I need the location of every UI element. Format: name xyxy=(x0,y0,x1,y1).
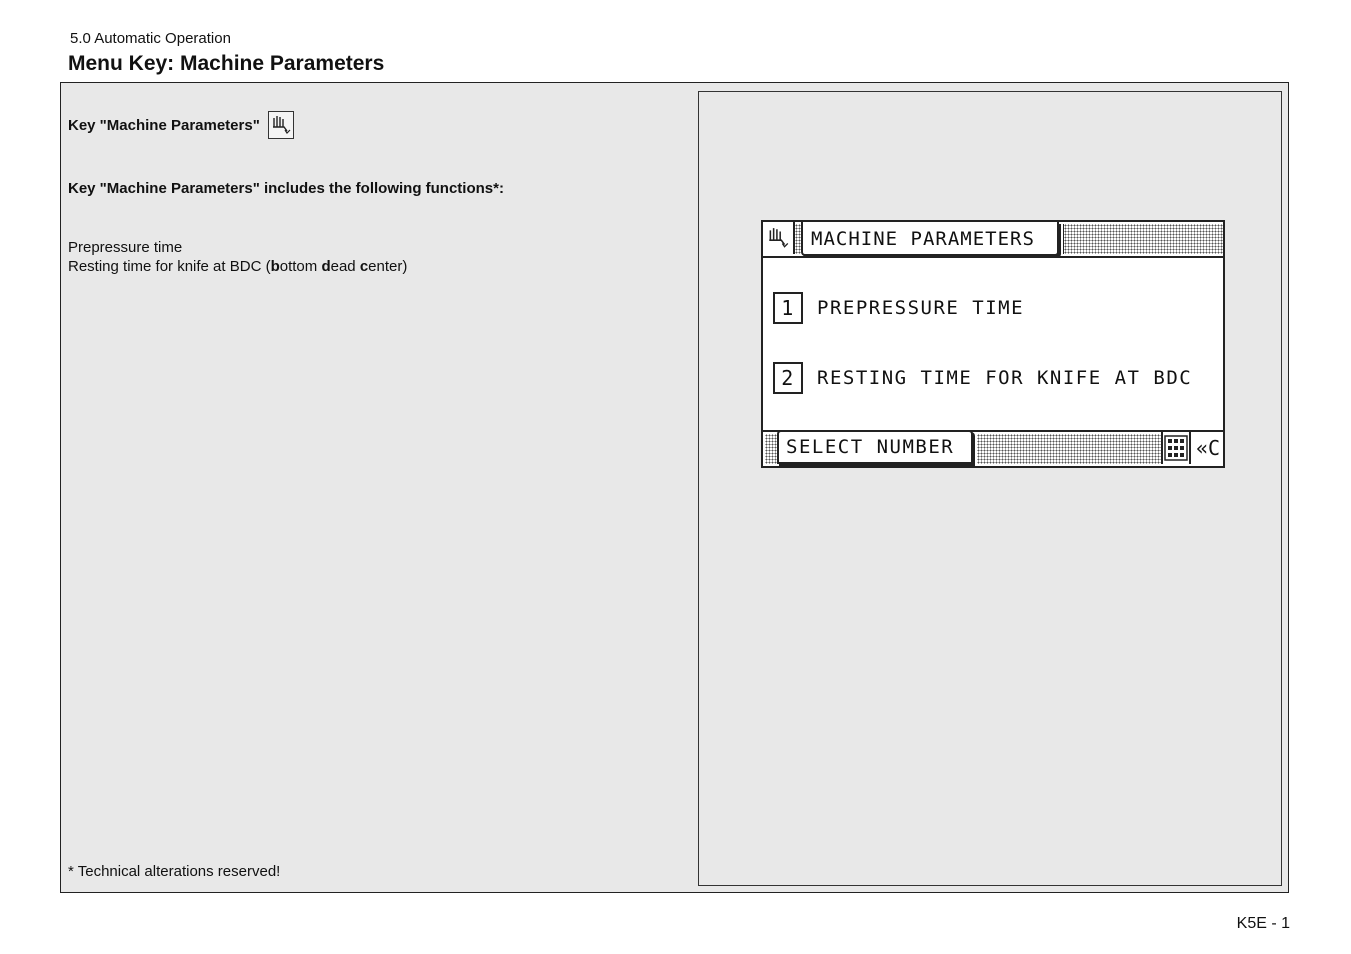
machine-parameters-hand-icon[interactable] xyxy=(763,222,795,254)
machine-parameters-key-icon xyxy=(268,111,294,139)
function-item-resting-time: Resting time for knife at BDC (bottom dead center) xyxy=(68,258,408,275)
lcd-title: MACHINE PARAMETERS xyxy=(801,222,1059,256)
clear-button[interactable]: «C xyxy=(1193,432,1223,464)
description-column xyxy=(61,83,691,892)
key-heading-label: Key "Machine Parameters" xyxy=(68,116,260,134)
footnote: * Technical alterations reserved! xyxy=(68,863,281,880)
dither-fill xyxy=(765,434,777,464)
select-number-prompt: SELECT NUMBER xyxy=(777,430,973,464)
screen-illustration-panel xyxy=(698,91,1282,886)
function-item-prepressure: Prepressure time xyxy=(68,239,183,256)
lcd-footer xyxy=(763,432,1223,466)
divider xyxy=(763,256,1223,258)
lcd-menu-item-1[interactable] xyxy=(773,292,1024,324)
lcd-item-number: 1 xyxy=(773,292,803,324)
lcd-item-label: RESTING TIME FOR KNIFE AT BDC xyxy=(817,367,1193,389)
keypad-icon[interactable] xyxy=(1161,432,1191,464)
dither-fill xyxy=(977,434,1161,464)
page-title: Menu Key: Machine Parameters xyxy=(68,52,385,75)
functions-heading: Key "Machine Parameters" includes the following functions*: xyxy=(68,180,504,197)
page-number: K5E - 1 xyxy=(1236,915,1290,932)
function-list xyxy=(68,238,407,276)
lcd-item-label: PREPRESSURE TIME xyxy=(817,297,1025,319)
content-frame xyxy=(60,82,1289,893)
key-heading xyxy=(68,111,294,139)
lcd-menu-item-2[interactable] xyxy=(773,362,1192,394)
lcd-item-number: 2 xyxy=(773,362,803,394)
lcd-header xyxy=(763,222,1223,256)
lcd-screen xyxy=(761,220,1225,468)
section-label: 5.0 Automatic Operation xyxy=(70,30,231,47)
dither-fill xyxy=(1063,224,1223,254)
